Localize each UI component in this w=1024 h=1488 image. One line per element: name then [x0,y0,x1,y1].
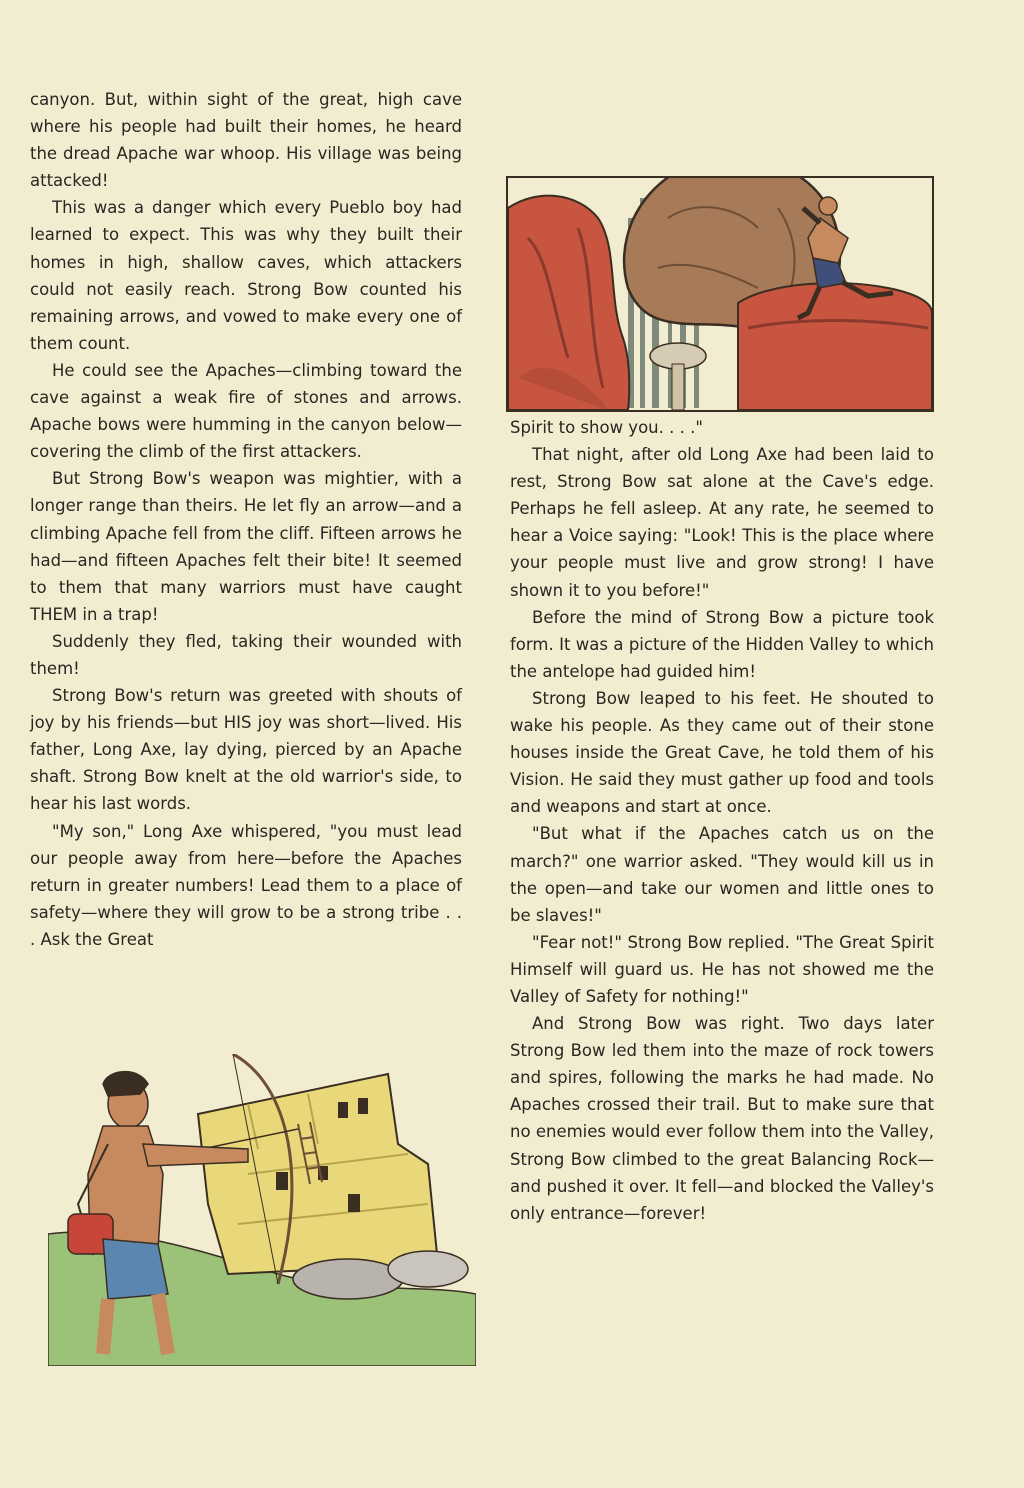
paragraph: Before the mind of Strong Bow a picture took form. It was a picture of the Hidden Valley to which the antelope had guided him! [510,607,934,681]
paragraph: Spirit to show you. . . ." [510,418,703,437]
paragraph: This was a danger which every Pueblo boy had learned to expect. This was why they built their homes in high, shallow caves, which attackers could not easily reach. Strong Bow counted his remaining arrows, and vowed to make every one of them count. [30,198,462,353]
paragraph: He could see the Apaches—climbing toward the cave against a weak fire of stones and arrows. Apache bows were humming in the canyon below—covering the climb of the first attackers. [30,360,462,462]
paragraph: And Strong Bow was right. Two days later Strong Bow led them into the maze of rock towers and spires, following the marks he had made. No Apaches crossed their trail. But to make sure that no enemies would ever follow them into the Valley, Strong Bow climbed to the great Balancing Rock—and pushed it over. It fell—and blocked the Valley's only entrance—forever! [510,1014,934,1223]
paragraph: "My son," Long Axe whispered, "you must lead our people away from here—before the Apaches return in greater numbers! Lead them to a place of safety—where they will grow to be a strong tribe . . . Ask the Great [30,821,462,949]
paragraph: "But what if the Apaches catch us on the march?" one warrior asked. "They would kill us in the open—and take our women and little ones to be slaves!" [510,824,934,925]
paragraph: But Strong Bow's weapon was mightier, with a longer range than theirs. He let fly an arrow—and a climbing Apache fell from the cliff. Fifteen arrows he had—and fifteen Apaches felt their bite! It seemed to them that many warriors must have caught THEM in a trap! [30,469,462,624]
left-text-column [30,86,462,953]
paragraph: That night, after old Long Axe had been laid to rest, Strong Bow sat alone at the Cave's edge. Perhaps he fell asleep. At any rate, he seemed to hear a Voice saying: "Look! This is the place where your people must live and grow strong! I have shown it to you before!" [510,445,934,600]
paragraph: Strong Bow leaped to his feet. He shouted to wake his people. As they came out of their stone houses inside the Great Cave, he told them of his Vision. He said they must gather up food and tools and weapons and start at once. [510,688,934,817]
paragraph: Suddenly they fled, taking their wounded with them! [30,631,462,678]
boulder-illustration [506,176,934,412]
right-text-column [510,414,934,1227]
paragraph: Strong Bow's return was greeted with shouts of joy by his friends—but HIS joy was short—lived. His father, Long Axe, lay dying, pierced by an Apache shaft. Strong Bow knelt at the old warrior's side, to hear his last words. [30,686,462,814]
archer-illustration [48,1054,476,1366]
paragraph: canyon. But, within sight of the great, high cave where his people had built their homes, he heard the dread Apache war whoop. His village was being attacked! [30,90,462,191]
paragraph: "Fear not!" Strong Bow replied. "The Great Spirit Himself will guard us. He has not showed me the Valley of Safety for nothing!" [510,932,934,1006]
